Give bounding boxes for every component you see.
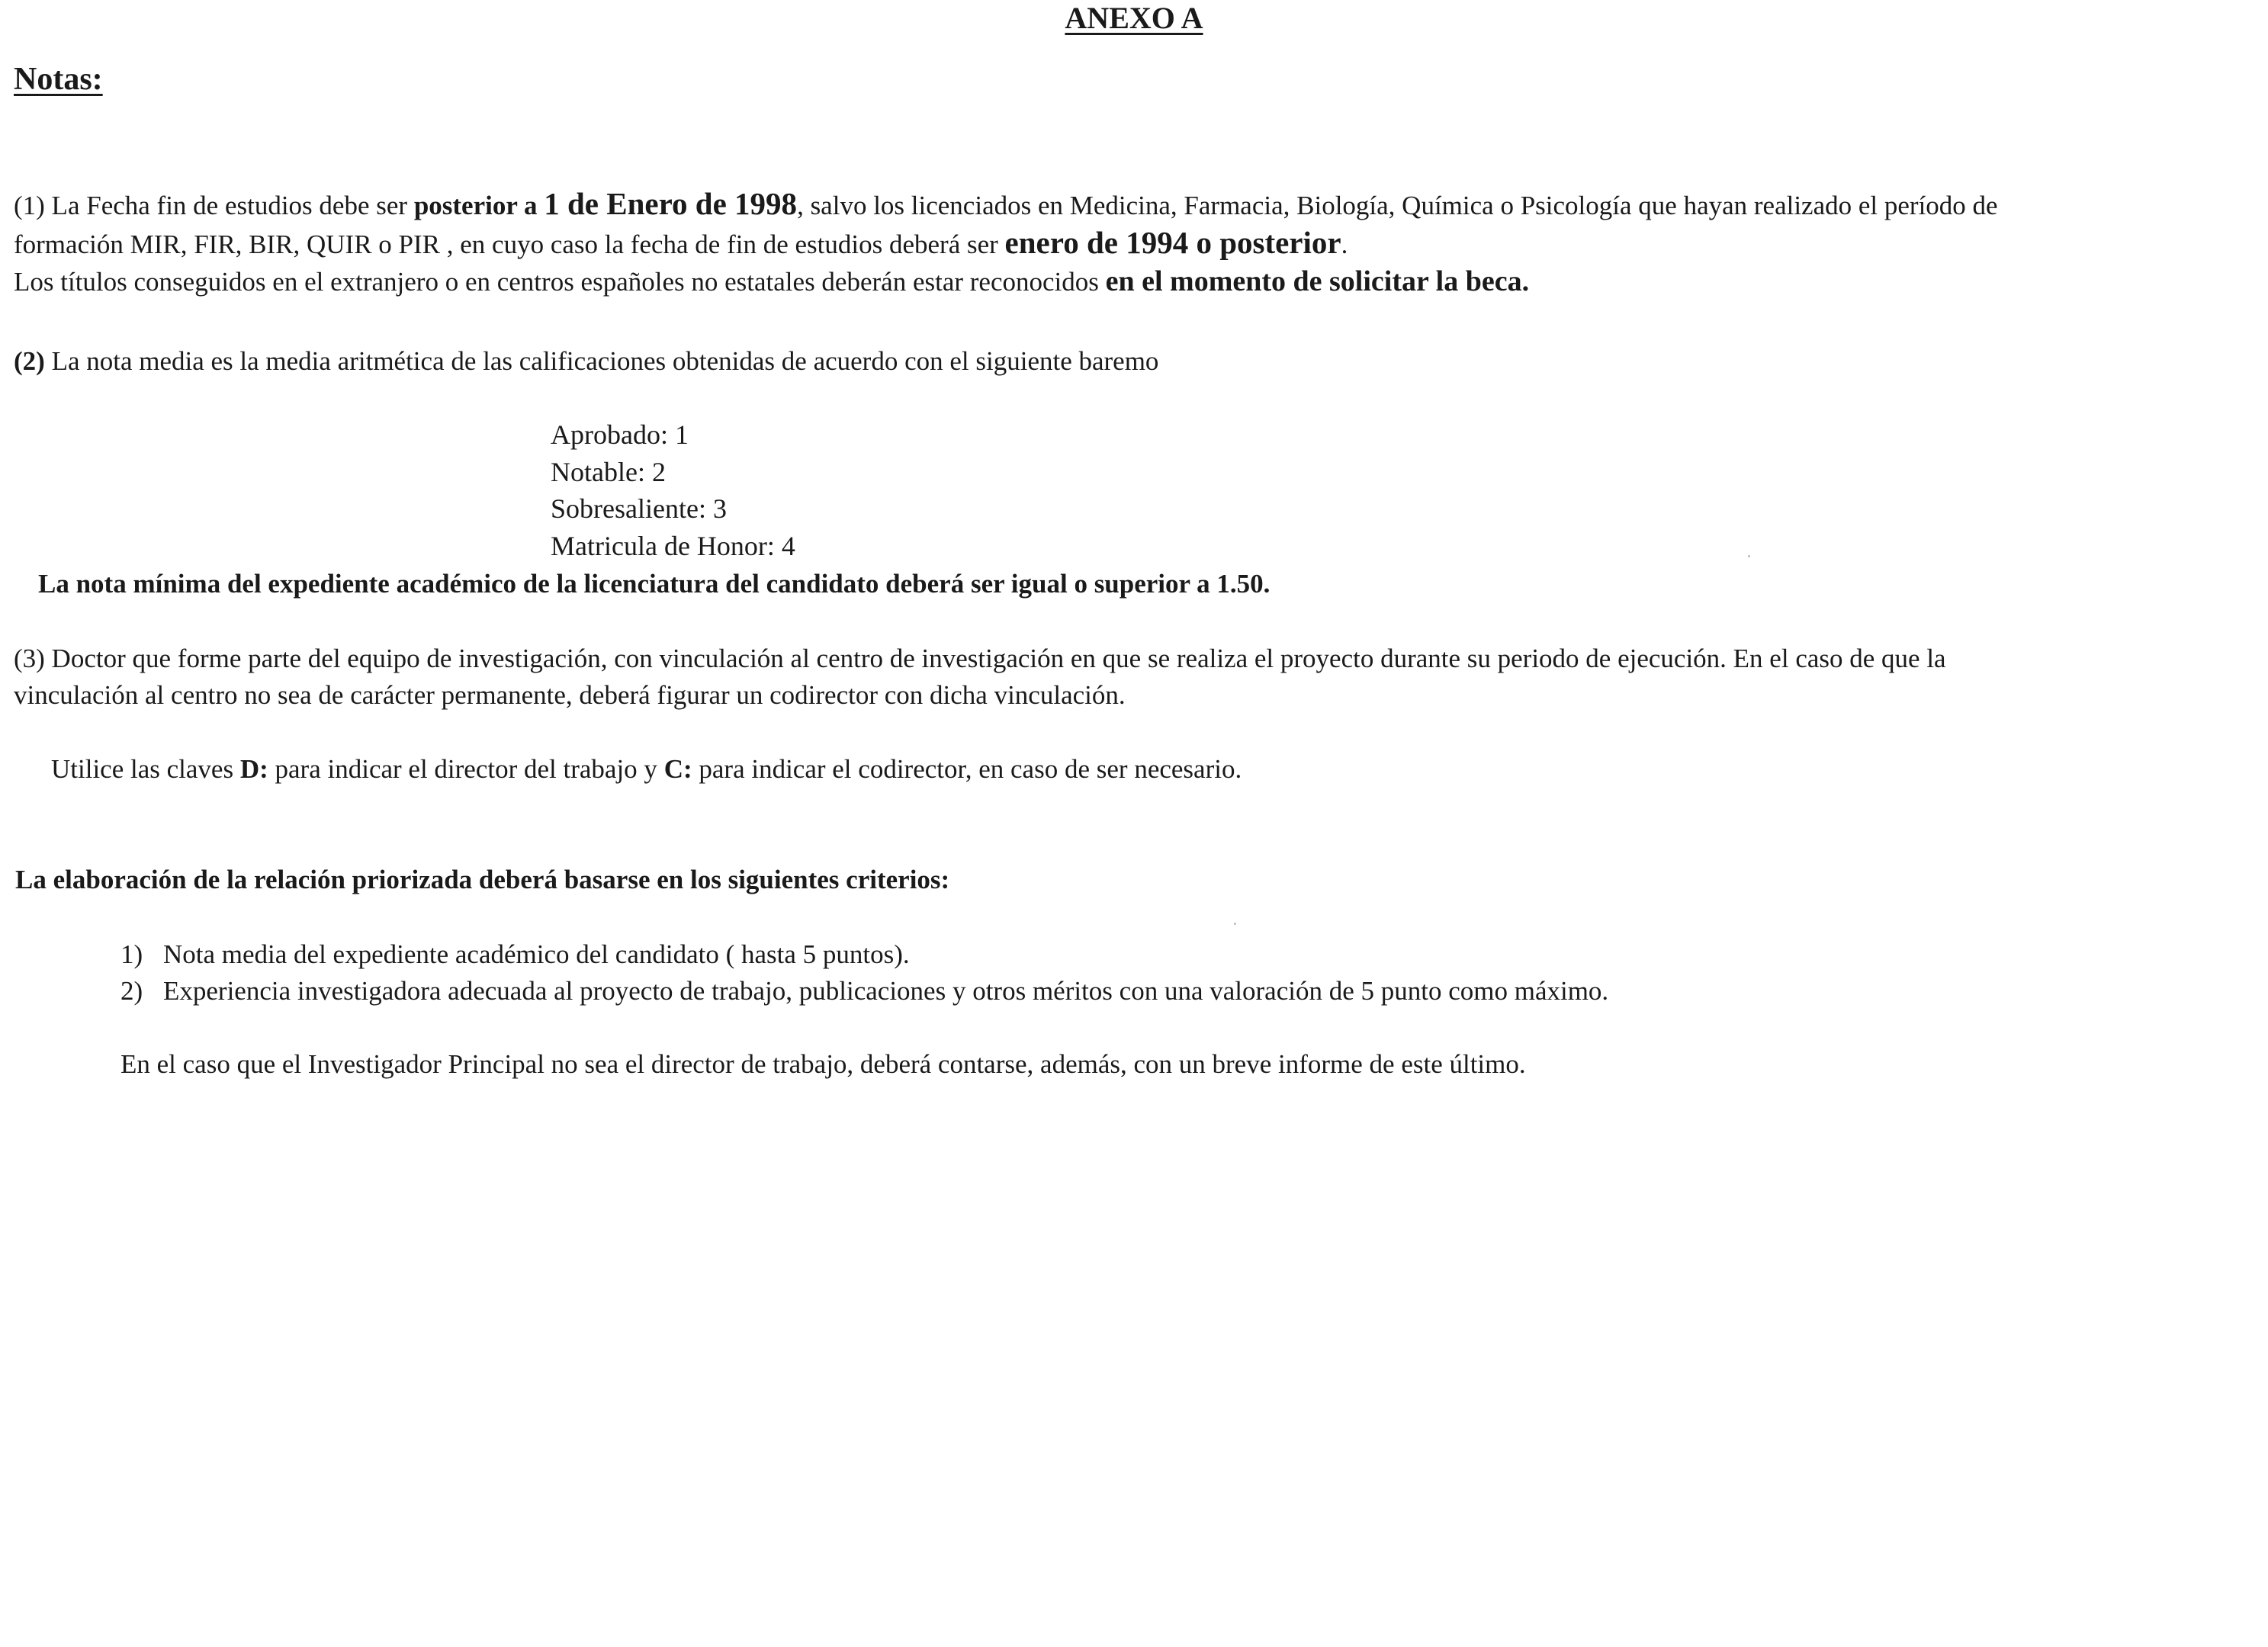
notes-heading: Notas:	[14, 62, 103, 97]
grade-item: Aprobado: 1	[551, 419, 689, 450]
note-2	[14, 343, 2263, 380]
note-3	[14, 640, 2263, 714]
note-1-line-2	[14, 224, 2263, 263]
criteria-list	[120, 936, 1608, 1010]
grade-item: Notable: 2	[551, 456, 666, 487]
list-item	[120, 973, 1608, 1010]
note-1-line-2-end: .	[1341, 230, 1348, 259]
note-1-line-3-text: Los títulos conseguidos en el extranjero o en centros españoles no estatales deberán estar reconocidos	[14, 267, 1106, 297]
note-1-text-cont: , salvo los licenciados en Medicina, Farmacia, Biología, Química o Psicología que hayan realizado el período de	[797, 191, 1998, 220]
criteria-number: 1)	[120, 939, 143, 969]
note-1-line-2-emphasis: enero de 1994 o posterior	[1004, 225, 1341, 260]
list-item	[120, 936, 1608, 973]
scan-speck	[1748, 555, 1750, 557]
note-1-text: (1) La Fecha fin de estudios debe ser	[14, 191, 414, 220]
key-codirector: C:	[663, 754, 692, 784]
note-1-line-3-emphasis: en el momento de solicitar la beca.	[1105, 265, 1530, 297]
note-3-line-2: vinculación al centro no sea de carácter permanente, deberá figurar un codirector con dicha vinculación.	[14, 680, 1126, 710]
page-title: ANEXO A	[1065, 1, 1203, 35]
note-1-line-3	[14, 263, 2263, 300]
grade-item: Matricula de Honor: 4	[551, 530, 795, 561]
note-2-text: La nota media es la media aritmética de las calificaciones obtenidas de acuerdo con el siguiente baremo	[44, 346, 1159, 376]
note-1-date: 1 de Enero de 1998	[544, 186, 798, 221]
scan-speck	[1234, 923, 1236, 925]
note-1-emphasis: posterior a	[413, 191, 545, 220]
keys-text: para indicar el director del trabajo y	[268, 754, 664, 784]
keys-instruction	[51, 751, 1242, 788]
key-director: D:	[239, 754, 268, 784]
criteria-number: 2)	[120, 976, 143, 1006]
minimum-grade-note: La nota mínima del expediente académico de la licenciatura del candidato deberá ser igual o superior a 1.50.	[38, 569, 1271, 599]
note-1-line-1	[14, 185, 2263, 224]
note-1	[14, 185, 2263, 300]
note-2-number: (2)	[14, 346, 45, 376]
criteria-text: Nota media del expediente académico del candidato ( hasta 5 puntos).	[163, 939, 910, 969]
criteria-text: Experiencia investigadora adecuada al proyecto de trabajo, publicaciones y otros méritos con una valoración de 5 punto como máximo.	[163, 976, 1609, 1006]
keys-text: para indicar el codirector, en caso de ser necesario.	[692, 754, 1242, 784]
grade-item: Sobresaliente: 3	[551, 493, 727, 524]
keys-text: Utilice las claves	[51, 754, 240, 784]
grading-scale	[551, 416, 795, 564]
criteria-heading: La elaboración de la relación priorizada deberá basarse en los siguientes criterios:	[15, 865, 950, 894]
final-note: En el caso que el Investigador Principal no sea el director de trabajo, deberá contarse, además, con un breve informe de este último.	[120, 1049, 1526, 1079]
note-3-line-1: (3) Doctor que forme parte del equipo de investigación, con vinculación al centro de investigación en que se realiza el proyecto durante su periodo de ejecución. En el caso de que la	[14, 644, 1946, 673]
note-1-line-2-text: formación MIR, FIR, BIR, QUIR o PIR , en cuyo caso la fecha de fin de estudios deberá ser	[14, 230, 1005, 259]
